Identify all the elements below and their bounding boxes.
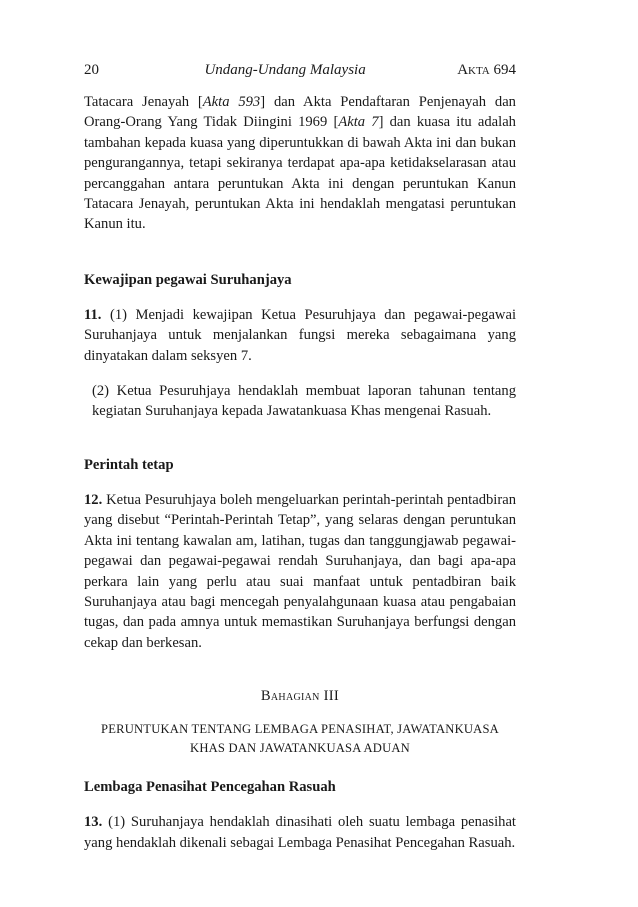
act-prefix: Akta	[457, 62, 490, 78]
part-subtitle-line-2: KHAS DAN JAWATANKUASA ADUAN	[190, 741, 410, 756]
section-12-heading: Perintah tetap	[84, 456, 174, 473]
section-12-text: Ketua Pesuruhjaya boleh mengeluarkan perintah-perintah pentadbiran yang disebut “Perintah-Perintah Tetap”, yang selaras dengan peruntukan Akta ini tentang kawalan am, latihan, tugas dan tanggungjawab pegawai-pegawai dan pegawai-pegawai rendah Suruhanjaya, dan bagi apa-apa perkara lain yang perlu atau suai manfaat untuk pentadbiran baik Suruhanjaya atau bagi mencegah penyalahgunaan kuasa atau pengabaian tugas, dan pada amnya untuk memastikan Suruhanjaya berfungsi dengan cekap dan berkesan.	[84, 491, 516, 651]
section-13-heading: Lembaga Penasihat Pencegahan Rasuah	[84, 779, 336, 796]
document-page	[84, 62, 516, 853]
act-citation: Akta 593	[202, 94, 261, 110]
section-11-subsection-1-text: (1) Menjadi kewajipan Ketua Pesuruhjaya dan pegawai-pegawai Suruhanjaya untuk menjalankan fungsi mereka sebagaimana yang dinyatakan dalam seksyen 7.	[84, 306, 516, 364]
act-number: 694	[493, 62, 516, 78]
act-label	[457, 62, 516, 79]
section-13-number: 13.	[84, 814, 103, 831]
running-title: Undang-Undang Malaysia	[204, 62, 366, 78]
part-title: Bahagian III	[260, 688, 340, 705]
section-11-subsection-1	[84, 305, 516, 366]
section-13-text: (1) Suruhanjaya hendaklah dinasihati oleh suatu lembaga penasihat yang hendaklah dikenali sebagai Lembaga Penasihat Pencegahan Rasuah.	[84, 814, 516, 851]
intro-paragraph: Tatacara Jenayah [Akta 593] dan Akta Pendaftaran Penjenayah dan Orang-Orang Yang Tidak Diingini 1969 [Akta 7] dan kuasa itu adalah tambahan kepada kuasa yang diperuntukkan di bawah Akta ini dan bukan pengurangannya, tetapi sekiranya terdapat apa-apa ketidakselarasan atau percanggahan antara peruntukan Akta ini dengan peruntukan Kanun Tatacara Jenayah, peruntukan Akta ini hendaklah mengatasi peruntukan Kanun itu.	[84, 94, 516, 233]
part-subtitle	[84, 720, 516, 758]
section-11-number: 11.	[84, 306, 102, 323]
section-11-heading: Kewajipan pegawai Suruhanjaya	[84, 271, 292, 288]
section-12-number: 12.	[84, 491, 103, 508]
section-12-paragraph	[84, 490, 516, 653]
part-subtitle-line-1: PERUNTUKAN TENTANG LEMBAGA PENASIHAT, JAWATANKUASA	[101, 722, 499, 737]
section-11-subsection-2: (2) Ketua Pesuruhjaya hendaklah membuat laporan tahunan tentang kegiatan Suruhanjaya kepada Jawatankuasa Khas mengenai Rasuah.	[92, 383, 516, 420]
page-number: 20	[84, 62, 99, 78]
act-citation: Akta 7	[338, 114, 379, 131]
running-header	[84, 62, 516, 86]
section-13-paragraph	[84, 812, 516, 853]
